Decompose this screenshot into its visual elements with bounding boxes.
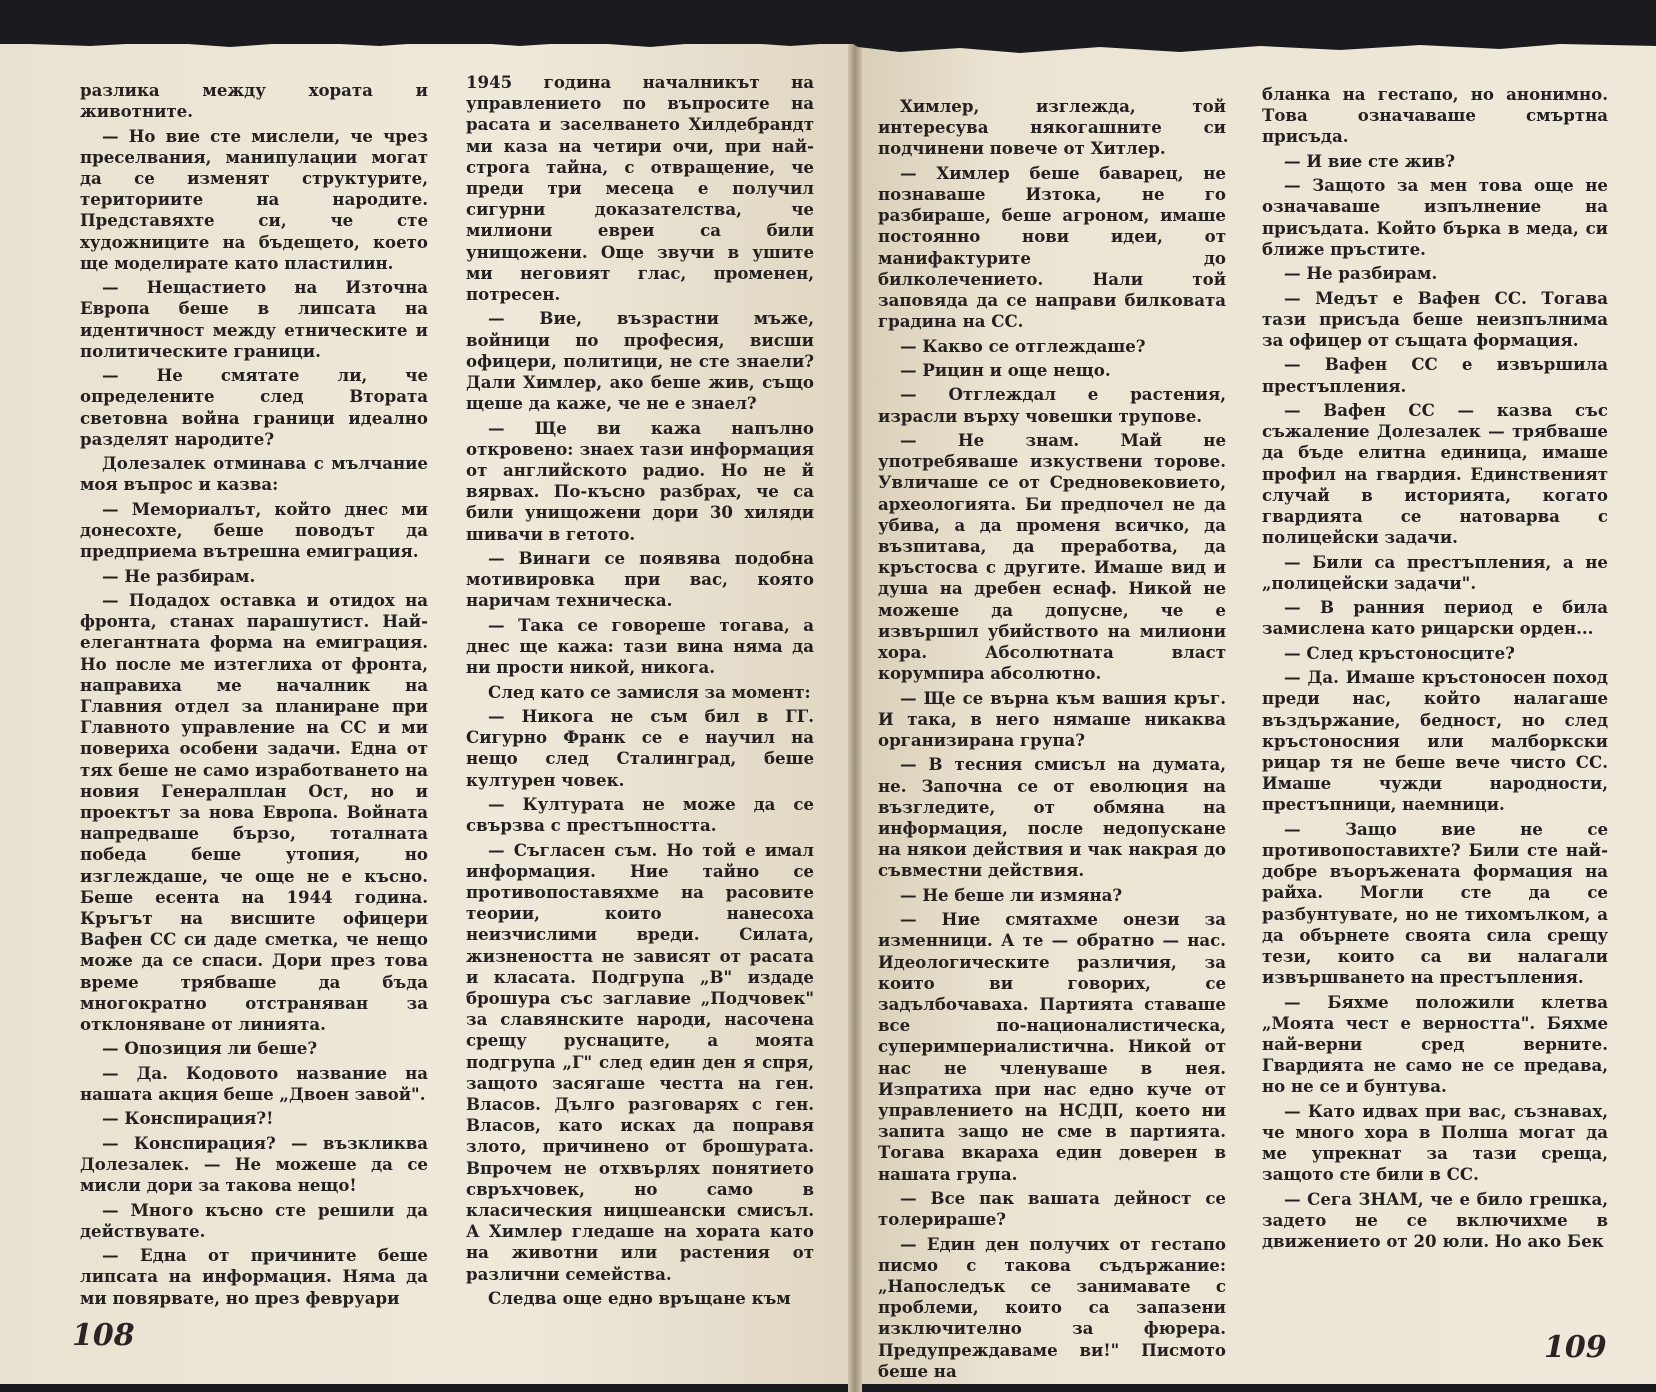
left-page-column-2 (466, 72, 814, 1312)
paragraph: — Мемориалът, който днес ми донесохте, беше поводът да предприема вътрешна емиграция. (80, 498, 428, 562)
paragraph: — В тесния смисъл на думата, не. Започна се от еволюция на възгледите, от обмяна на информация, после недопускане на някои действия и чак накрая до съвместни действия. (878, 754, 1226, 881)
paragraph: — Не знам. Май не употребяваше изкуствени торове. Увличаше се от Средновековието, археологията. Би предпочел не да убива, а да променя всичко, да възпитава, да преработва, да кръстосва с другите. Имаше вид и душа на дребен еснаф. Никой не можеше да допусне, че е извършил убийството на милиони хора. Абсолютната власт корумпира абсолютно. (878, 429, 1226, 684)
paragraph: — Били са престъпления, а не „полицейски задачи". (1262, 551, 1608, 593)
paragraph: — Какво се отглеждаше? (900, 335, 1146, 356)
paragraph: — Опозиция ли беше? (102, 1038, 318, 1059)
paragraph: — Вафен СС — казва със съжаление Долезалек — трябваше да бъде елитна единица, имаше профил на гвардия. Единственият случай в историята, когато гвардията се натоварва с полицейски задачи. (1262, 399, 1608, 548)
paragraph: — Вие, възрастни мъже, войници по професия, висши офицери, политици, не сте знаели? Дали Химлер, ако беше жив, също щеше да каже, че не е знаел? (466, 308, 814, 414)
paragraph: — Нещастието на Източна Европа беше в липсата на идентичност между етническите и политическите граници. (80, 277, 428, 361)
paragraph: — Химлер беше баварец, не познаваше Изтока, не го разбираше, беше агроном, имаше постоянно нови идеи, от манифактурите до билколечението. Нали той заповяда да се направи билковата градина на СС. (878, 162, 1226, 332)
paragraph: — И вие сте жив? (1284, 150, 1456, 171)
paragraph: — Сега ЗНАМ, че е било грешка, задето не се включихме в движението от 20 юли. Но ако Бек (1262, 1188, 1608, 1252)
paragraph: — Вафен СС е извършила престъпления. (1262, 354, 1608, 396)
paragraph: — Не смятате ли, че определените след Втората световна война граници идеално разделят народите? (80, 365, 428, 449)
paragraph: — Конспирация? — възкликва Долезалек. — Не можеше да се мисли дори за такова нещо! (80, 1132, 428, 1196)
paragraph: — В ранния период е била замислена като рицарски орден... (1262, 597, 1608, 639)
paragraph: — Ние смятахме онези за изменници. А те — обратно — нас. Идеологическите различия, за които ви говорих, се задълбочаваха. Партията ставаше все по-националистическа, суперимпериалистична. Никой от нас не членуваше в нея. Изпратиха при нас едно куче от управлението на НСДП, което ни запита защо не сме в партията. Тогава вкараха един доверен в нашата група. (878, 909, 1226, 1184)
paragraph: — Културата не може да се свързва с престъпността. (466, 794, 814, 836)
paragraph: — Защото за мен това още не означаваше изпълнение на присъдата. Който бърка в меда, си ближе пръстите. (1262, 175, 1608, 259)
paragraph: — Не разбирам. (1284, 263, 1438, 284)
paragraph: — Съгласен съм. Но той е имал информация. Ние тайно се противопоставяхме на расовите теории, които нанесоха неизчислими вреди. Силата, жизнеността не зависят от расата и класата. Подгрупа „В" издаде брошура със заглавие „Подчовек" за славянските народи, насочена срещу руснаците, а моята подгрупа „Г" след един ден я спря, защото засягаше честта на ген. Власов. Дълго разговарях с ген. Власов, като исках да поправя злото, причинено от брошурата. Впрочем не отхвърлях понятието свръхчовек, но само в класическия ницшеански смисъл. А Химлер гледаше на хората като на животни или растения от различни семейства. (466, 839, 814, 1284)
page-number-right: 109 (1544, 1330, 1607, 1365)
paragraph: — Ще ви кажа напълно откровено: знаех тази информация от английското радио. Но не й вярвах. По-късно разбрах, че са били унищожени дори 30 хиляди шивачи в гетото. (466, 417, 814, 544)
paragraph: — Много късно сте решили да действувате. (80, 1199, 428, 1241)
page-number-left: 108 (72, 1318, 135, 1353)
paragraph: Химлер, изглежда, той интересува някогашните си подчинени повече от Хитлер. (878, 96, 1226, 159)
paragraph: Долезалек отминава с мълчание моя въпрос и казва: (80, 453, 428, 495)
paragraph: Следва още едно връщане към (488, 1288, 791, 1309)
paragraph: — Бяхме положили клетва „Моята чест е верността". Бяхме най-верни сред верните. Гвардията не само не се предава, но не се и бунтува. (1262, 991, 1608, 1097)
paragraph: — Отглеждал е растения, израсли върху човешки трупове. (878, 384, 1226, 426)
paragraph: — Не беше ли измяна? (900, 884, 1123, 905)
paragraph: бланка на гестапо, но анонимно. Това означаваше смъртна присъда. (1262, 84, 1608, 147)
paragraph: След като се замисля за момент: (488, 681, 811, 702)
paragraph: 1945 година началникът на управлението по въпросите на расата и заселването Хилдебрандт ми каза на четири очи, при най-строга тайна, с отвращение, че преди три месеца е получил сигурни доказателства, че милиони евреи са били унищожени. Още звучи в ушите ми неговият глас, променен, потресен. (466, 72, 814, 305)
torn-top-edge (0, 0, 1656, 70)
paragraph: — Един ден получих от гестапо писмо с такова съдържание: „Напоследък се занимавате с проблеми, които са запазени изключително за фюрера. Предупреждаваме ви!" Писмото беше на (878, 1233, 1226, 1381)
book-gutter (848, 44, 862, 1392)
paragraph: — Рицин и още нещо. (900, 360, 1111, 380)
paragraph: — Защо вие не се противопоставихте? Били сте най-добре въоръжената формация на райха. Могли сте да се разбунтувате, но не тихомълком, а да обърнете своята сила срещу тези, които са ви налагали извършването на престъпления. (1262, 818, 1608, 988)
paragraph: разлика между хората и животните. (80, 80, 428, 122)
paragraph: — Но вие сте мислели, че чрез преселвания, манипулации могат да се изменят структурите, териториите на народите. Представяхте си, че сте художниците на бъдещето, което ще моделирате като пластилин. (80, 125, 428, 273)
paragraph: — Една от причините беше липсата на информация. Няма да ми повярвате, но през февруари (80, 1245, 428, 1308)
paragraph: — Подадох оставка и отидох на фронта, станах парашутист. Най-елегантната форма на емиграция. Но после ме изтеглиха от фронта, направиха ме началник на Главния отдел за планиране при Главното управление на СС и ми повериха особени задачи. Една от тях беше не само изработването на новия Генералплан Ост, но и проектът за нова Европа. Войната напредваше бързо, тоталната победа беше утопия, но изглеждаше, че още не е късно. Беше есента на 1944 година. Кръгът на висшите офицери Вафен СС си даде сметка, че нещо може да се спаси. Дори през това време трябваше да бъда многократно отстраняван за отклоняване от линията. (80, 589, 428, 1035)
paragraph: — Да. Кодовото название на нашата акция беше „Двоен завой". (80, 1062, 428, 1105)
left-page-column-1 (80, 80, 428, 1312)
paragraph: — Ще се върна към вашия кръг. И така, в него нямаше никаква организирана група? (878, 687, 1226, 751)
right-page-column-1 (878, 96, 1226, 1385)
paragraph: — Конспирация?! (102, 1108, 274, 1129)
paragraph: — Винаги се появява подобна мотивировка при вас, която наричам техническа. (466, 548, 814, 611)
paragraph: — Не разбирам. (102, 565, 256, 586)
paragraph: — След кръстоносците? (1284, 642, 1515, 663)
paragraph: — Така се говореше тогава, а днес ще кажа: тази вина няма да ни прости никой, никога. (466, 614, 814, 678)
paragraph: — Медът е Вафен СС. Тогава тази присъда беше неизпълнима за офицер от същата формация. (1262, 287, 1608, 350)
paragraph: — Все пак вашата дейност се толерираше? (878, 1188, 1226, 1230)
paragraph: — Никога не съм бил в ГГ. Сигурно Франк се е научил на нещо след Сталинград, беше културен човек. (466, 706, 814, 790)
paragraph: — Да. Имаше кръстоносен поход преди нас, който налагаше въздържание, бедност, но след кръстоносния или малборкски рицар тя не беше вече чисто СС. Имаше чужди народности, престъпници, наемници. (1262, 667, 1608, 815)
paragraph: — Като идвах при вас, съзнавах, че много хора в Полша могат да ме упрекнат за тази среща, защото сте били в СС. (1262, 1100, 1608, 1185)
right-page-column-2 (1262, 84, 1608, 1256)
